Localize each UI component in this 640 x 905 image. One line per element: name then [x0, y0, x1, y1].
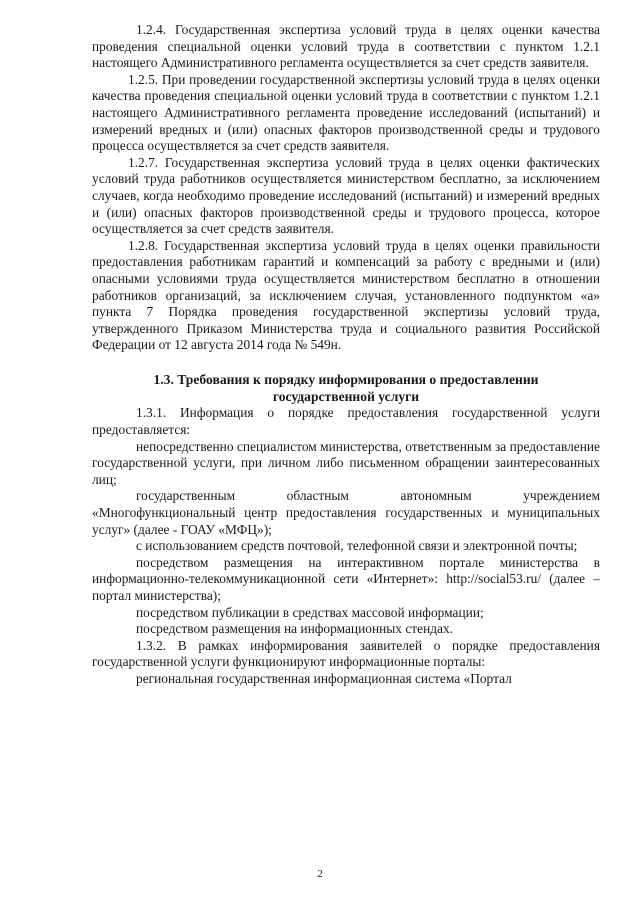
paragraph-1-2-7: 1.2.7. Государственная экспертиза условий труда в целях оценки фактических условий труда работников осуществляется министерством бесплатно, за исключением случаев, когда необходимо проведение исследований (испытаний) и измерений вредных и (или) опасных факторов производственной среды и трудового процесса, которое осуществляется за счет средств заявителя. — [92, 154, 600, 237]
list-item-media: посредством публикации в средствах массовой информации; — [136, 604, 484, 620]
list-item-specialist: непосредственно специалистом министерства, ответственным за предоставление государственной услуги, при личном либо письменном обращении заинтересованных лиц; — [92, 438, 600, 487]
list-item-mail-phone: с использованием средств почтовой, телефонной связи и электронной почты; — [136, 538, 578, 554]
page-number: 2 — [317, 868, 323, 880]
paragraph-1-2-8: 1.2.8. Государственная экспертиза условий труда в целях оценки правильности предоставления работникам гарантий и компенсаций за работу с вредными и (или) опасными условиями труда осуществляется министерством бесплатно в отношении работников организаций, за исключением случая, установленного подпунктом «а» пункта 7 Порядка проведения государственной экспертизы условий труда, утвержденного Приказом Министерства труда и социального развития Российской Федерации от 12 августа 2014 года № 549н. — [92, 237, 600, 353]
list-item-portal: посредством размещения на интерактивном портале министерства в информационно-телекоммуникационной сети «Интернет»: http://social53.ru/ (далее – портал министерства); — [92, 554, 600, 603]
list-item-mfc: государственным областным автономным учреждением «Многофункциональный центр предоставления государственных и муниципальных услуг» (далее - ГОАУ «МФЦ»); — [92, 488, 600, 537]
paragraph-1-3-1: 1.3.1. Информация о порядке предоставления государственной услуги предоставляется: — [92, 405, 600, 438]
document-page — [92, 22, 600, 688]
paragraph-1-2-5: 1.2.5. При проведении государственной экспертизы условий труда в целях оценки качества проведения специальной оценки условий труда в соответствии с пунктом 1.2.1 настоящего Административного регламента проведение исследований (испытаний) и измерений вредных и (или) опасных факторов производственной среды и трудового процесса осуществляется за счет средств заявителя. — [92, 71, 600, 154]
paragraph-1-2-4: 1.2.4. Государственная экспертиза условий труда в целях оценки качества проведения специальной оценки условий труда в соответствии с пунктом 1.2.1 настоящего Административного регламента осуществляется за счет средств заявителя. — [92, 22, 600, 71]
section-heading-1-3: 1.3. Требования к порядку информирования о предоставлении государственной услуги — [153, 371, 539, 404]
list-item-regional-system: региональная государственная информационная система «Портал — [136, 670, 512, 686]
paragraph-1-3-2: 1.3.2. В рамках информирования заявителей о порядке предоставления государственной услуги функционируют информационные порталы: — [92, 637, 600, 670]
list-item-stands: посредством размещения на информационных стендах. — [136, 621, 454, 637]
